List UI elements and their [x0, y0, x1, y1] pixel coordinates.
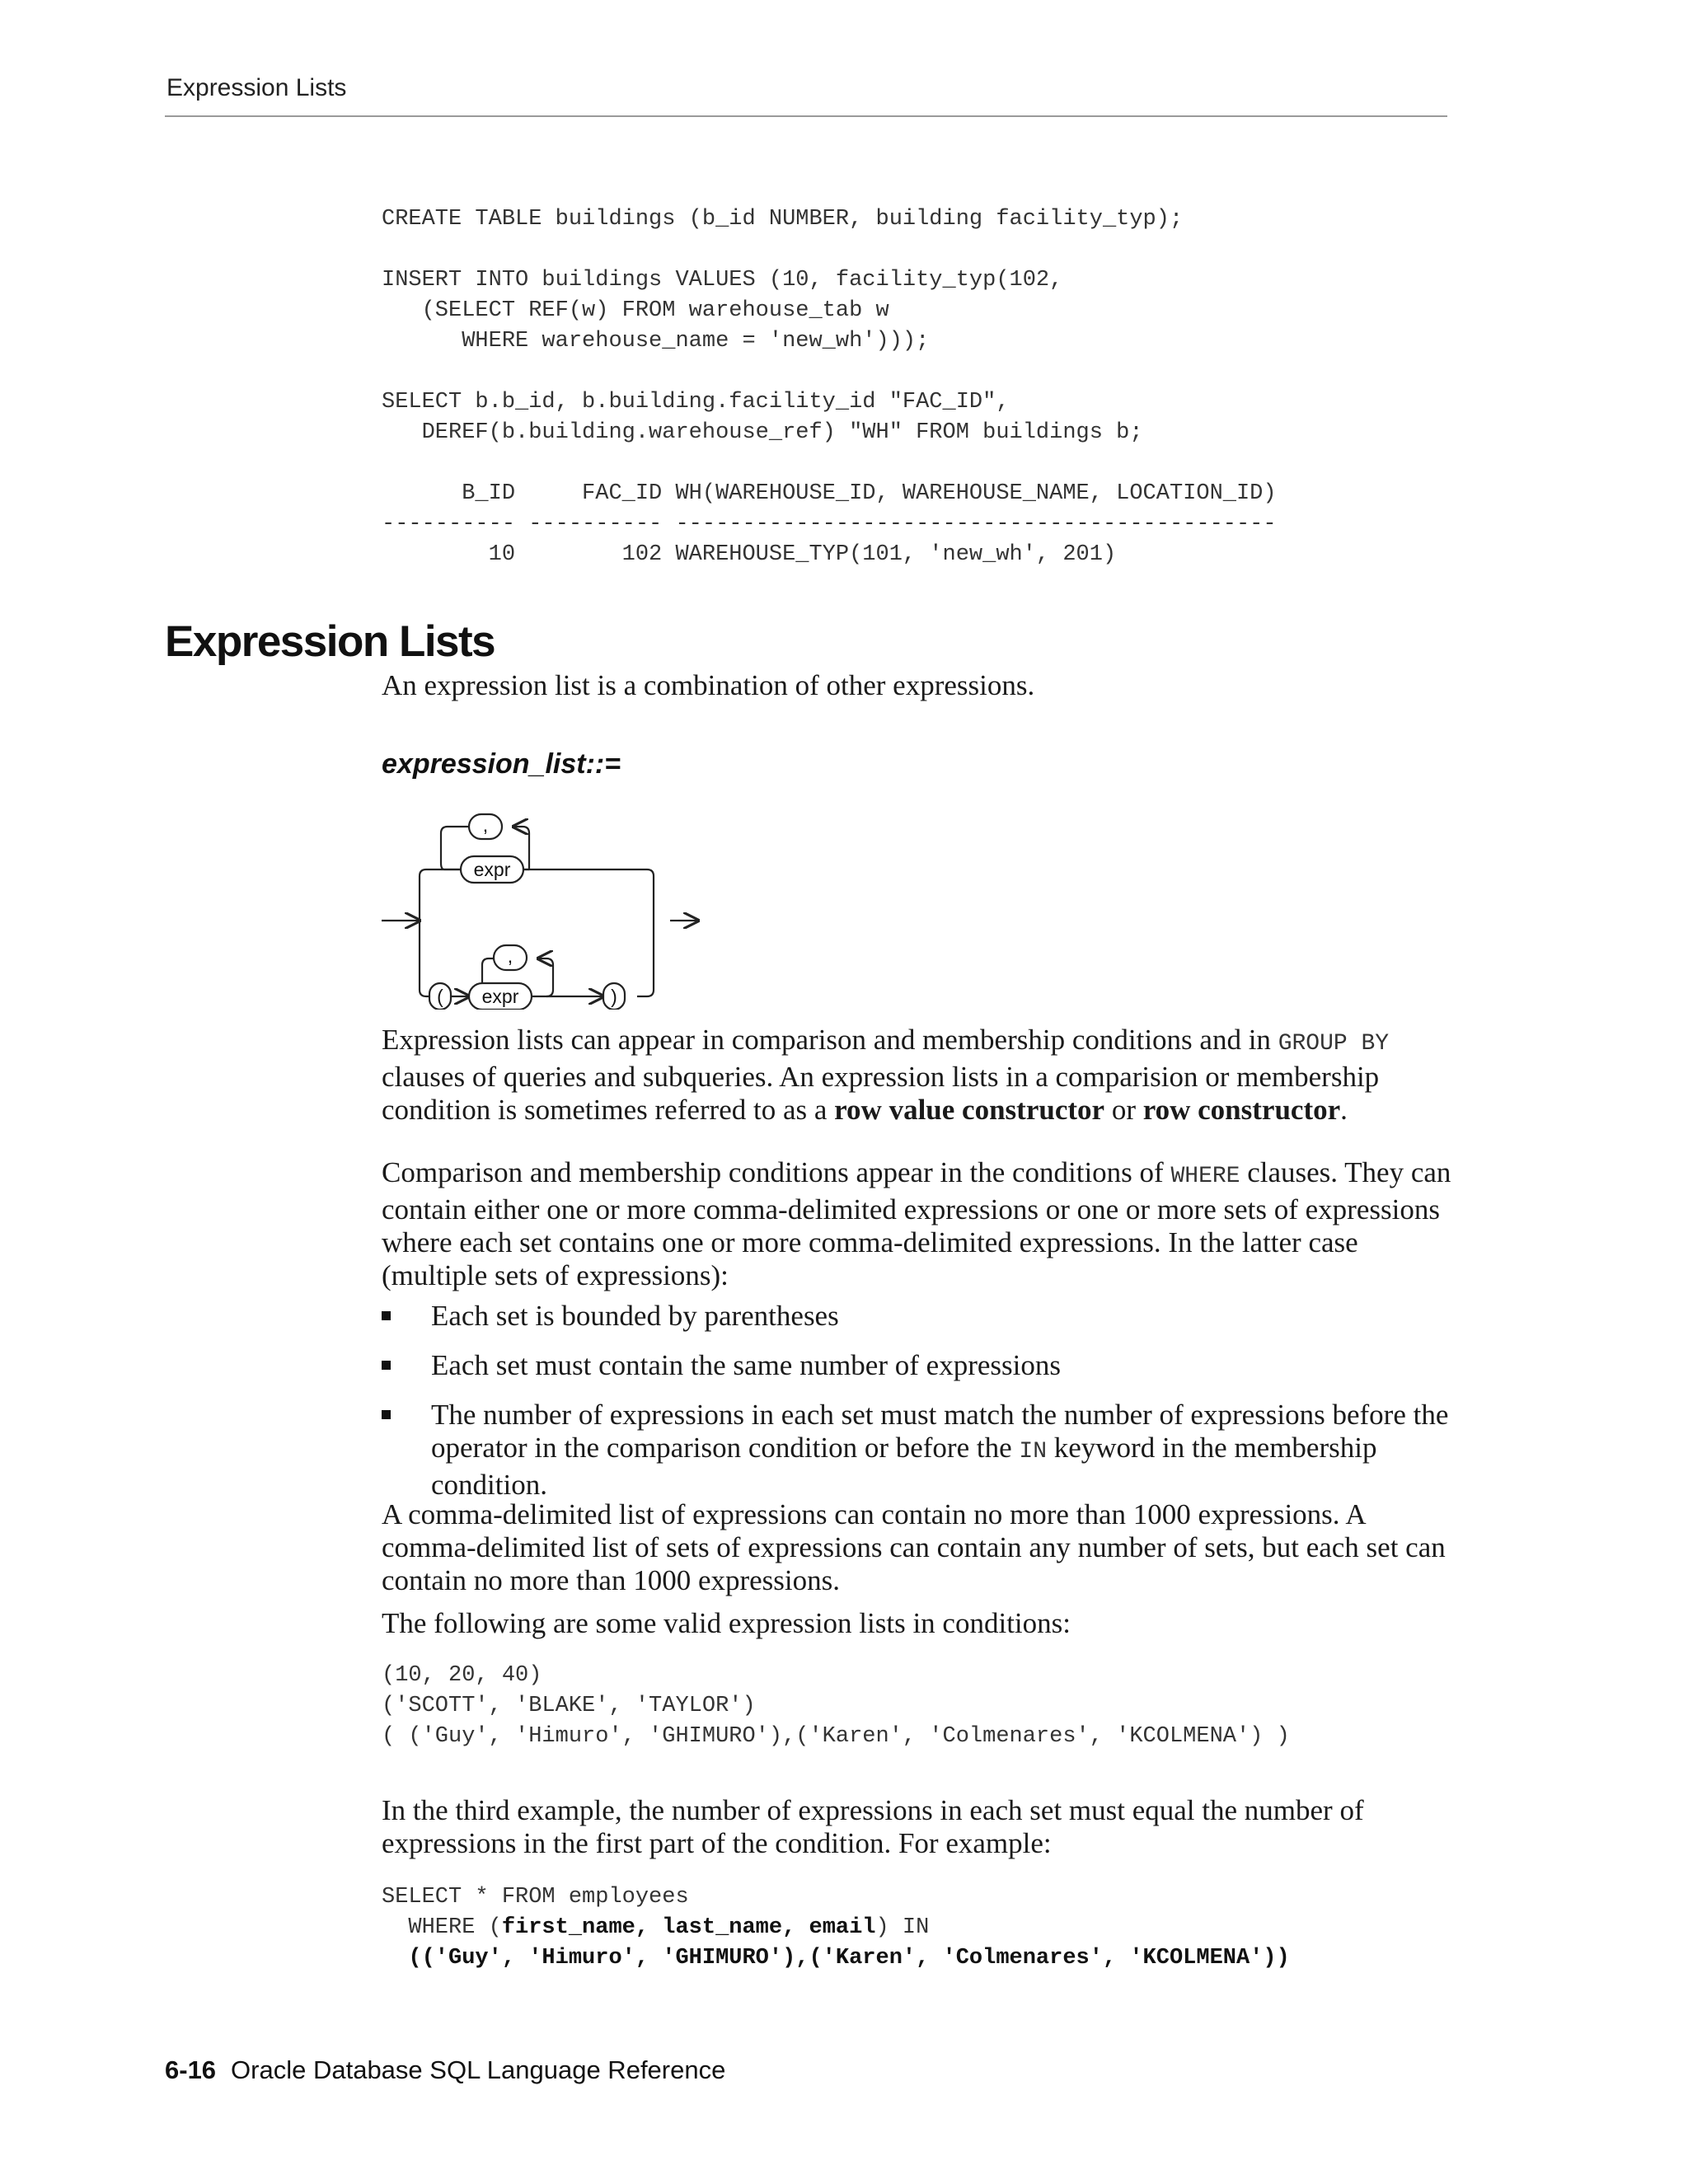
- list-item: The number of expressions in each set must match the number of expressions before the operator in the comparison condition or before the IN keyword in the membership condition.: [382, 1399, 1453, 1502]
- code-line: INSERT INTO buildings VALUES (10, facility_typ(102,: [382, 268, 1063, 293]
- page-footer: [165, 2055, 725, 2085]
- code-block-select: SELECT * FROM employees WHERE (first_name, last_name, email) IN (('Guy', 'Himuro', 'GHIMURO'),('Karen', 'Colmenares', 'KCOLMENA')): [382, 1885, 1290, 1971]
- conditions-paragraph: Comparison and membership conditions appear in the conditions of WHERE clauses. They can contain either one or more comma-delimited expressions or one or more sets of expressions where each set contains one or more comma-delimited expressions. In the latter case (multiple sets of expressions):: [382, 1156, 1451, 1291]
- code-line: ( ('Guy', 'Himuro', 'GHIMURO'),('Karen', 'Colmenares', 'KCOLMENA') ): [382, 1724, 1290, 1749]
- code-block-examples: [382, 1661, 1290, 1752]
- expr-bottom-label: expr: [481, 986, 519, 1007]
- bullet-icon: [382, 1311, 391, 1320]
- code-line: CREATE TABLE buildings (b_id NUMBER, building facility_typ);: [382, 207, 1184, 232]
- code-line: (10, 20, 40): [382, 1663, 542, 1688]
- close-paren-label: ): [611, 986, 617, 1007]
- lower-loop-right: [538, 958, 553, 996]
- intro-paragraph: An expression list is a combination of other expressions.: [382, 669, 1035, 701]
- comma-bottom-label: ,: [507, 945, 513, 967]
- list-item: Each set must contain the same number of expressions: [382, 1349, 1453, 1382]
- list-item: Each set is bounded by parentheses: [382, 1300, 1453, 1333]
- page-number: 6-16: [165, 2055, 217, 2084]
- code-line: SELECT * FROM employees: [382, 1885, 689, 1910]
- comma-top-label: ,: [482, 814, 489, 836]
- code-bold: (('Guy', 'Himuro', 'GHIMURO'),('Karen', 'Colmenares', 'KCOLMENA')): [382, 1946, 1290, 1971]
- code-line: WHERE warehouse_name = 'new_wh')));: [382, 329, 930, 354]
- header-rule: [165, 115, 1447, 117]
- code-line: 10 102 WAREHOUSE_TYP(101, 'new_wh', 201): [382, 542, 1117, 567]
- bullet-list: [382, 1300, 1453, 1518]
- bold-term: row value constructor: [834, 1094, 1105, 1126]
- bullet-icon: [382, 1410, 391, 1419]
- code-line: ---------- ---------- ---------------------------------------------: [382, 512, 1277, 537]
- upper-branch-out: [505, 869, 654, 996]
- inline-code: IN: [1019, 1439, 1047, 1465]
- bold-term: row constructor: [1142, 1094, 1341, 1126]
- section-title: Expression Lists: [165, 617, 495, 666]
- code-line: ('SCOTT', 'BLAKE', 'TAYLOR'): [382, 1694, 756, 1718]
- bullet-icon: [382, 1361, 391, 1370]
- syntax-diagram: [375, 804, 705, 1010]
- lower-branch-in: [420, 921, 429, 996]
- running-header: Expression Lists: [166, 74, 347, 101]
- upper-branch-in: [420, 869, 461, 921]
- inline-code: GROUP BY: [1278, 1031, 1390, 1057]
- open-paren-label: (: [437, 986, 443, 1007]
- book-title: Oracle Database SQL Language Reference: [231, 2055, 726, 2084]
- code-line: B_ID FAC_ID WH(WAREHOUSE_ID, WAREHOUSE_NAME, LOCATION_ID): [382, 481, 1277, 506]
- third-example-paragraph: In the third example, the number of expressions in each set must equal the number of expressions in the first part of the condition. For example:: [382, 1794, 1364, 1859]
- inline-code: WHERE: [1170, 1164, 1240, 1189]
- code-line: (SELECT REF(w) FROM warehouse_tab w: [382, 298, 889, 323]
- limit-paragraph: A comma-delimited list of expressions can contain no more than 1000 expressions. A comma-delimited list of sets of expressions can contain any number of sets, but each set can contain no more than 1000 expressions.: [382, 1498, 1446, 1596]
- expr-top-label: expr: [473, 859, 511, 880]
- code-line: DEREF(b.building.warehouse_ref) "WH" FROM buildings b;: [382, 420, 1143, 445]
- valid-paragraph: The following are some valid expression lists in conditions:: [382, 1607, 1071, 1639]
- code-line: SELECT b.b_id, b.building.facility_id "FAC_ID",: [382, 390, 1010, 415]
- usage-paragraph: Expression lists can appear in comparison and membership conditions and in GROUP BY clauses of queries and subqueries. An expression lists in a comparision or membership condition is sometimes referred to as a row value constructor or row constructor.: [382, 1024, 1390, 1126]
- code-block-buildings: [382, 204, 1277, 570]
- code-bold: first_name, last_name, email: [501, 1915, 876, 1940]
- syntax-label: expression_list::=: [382, 748, 621, 780]
